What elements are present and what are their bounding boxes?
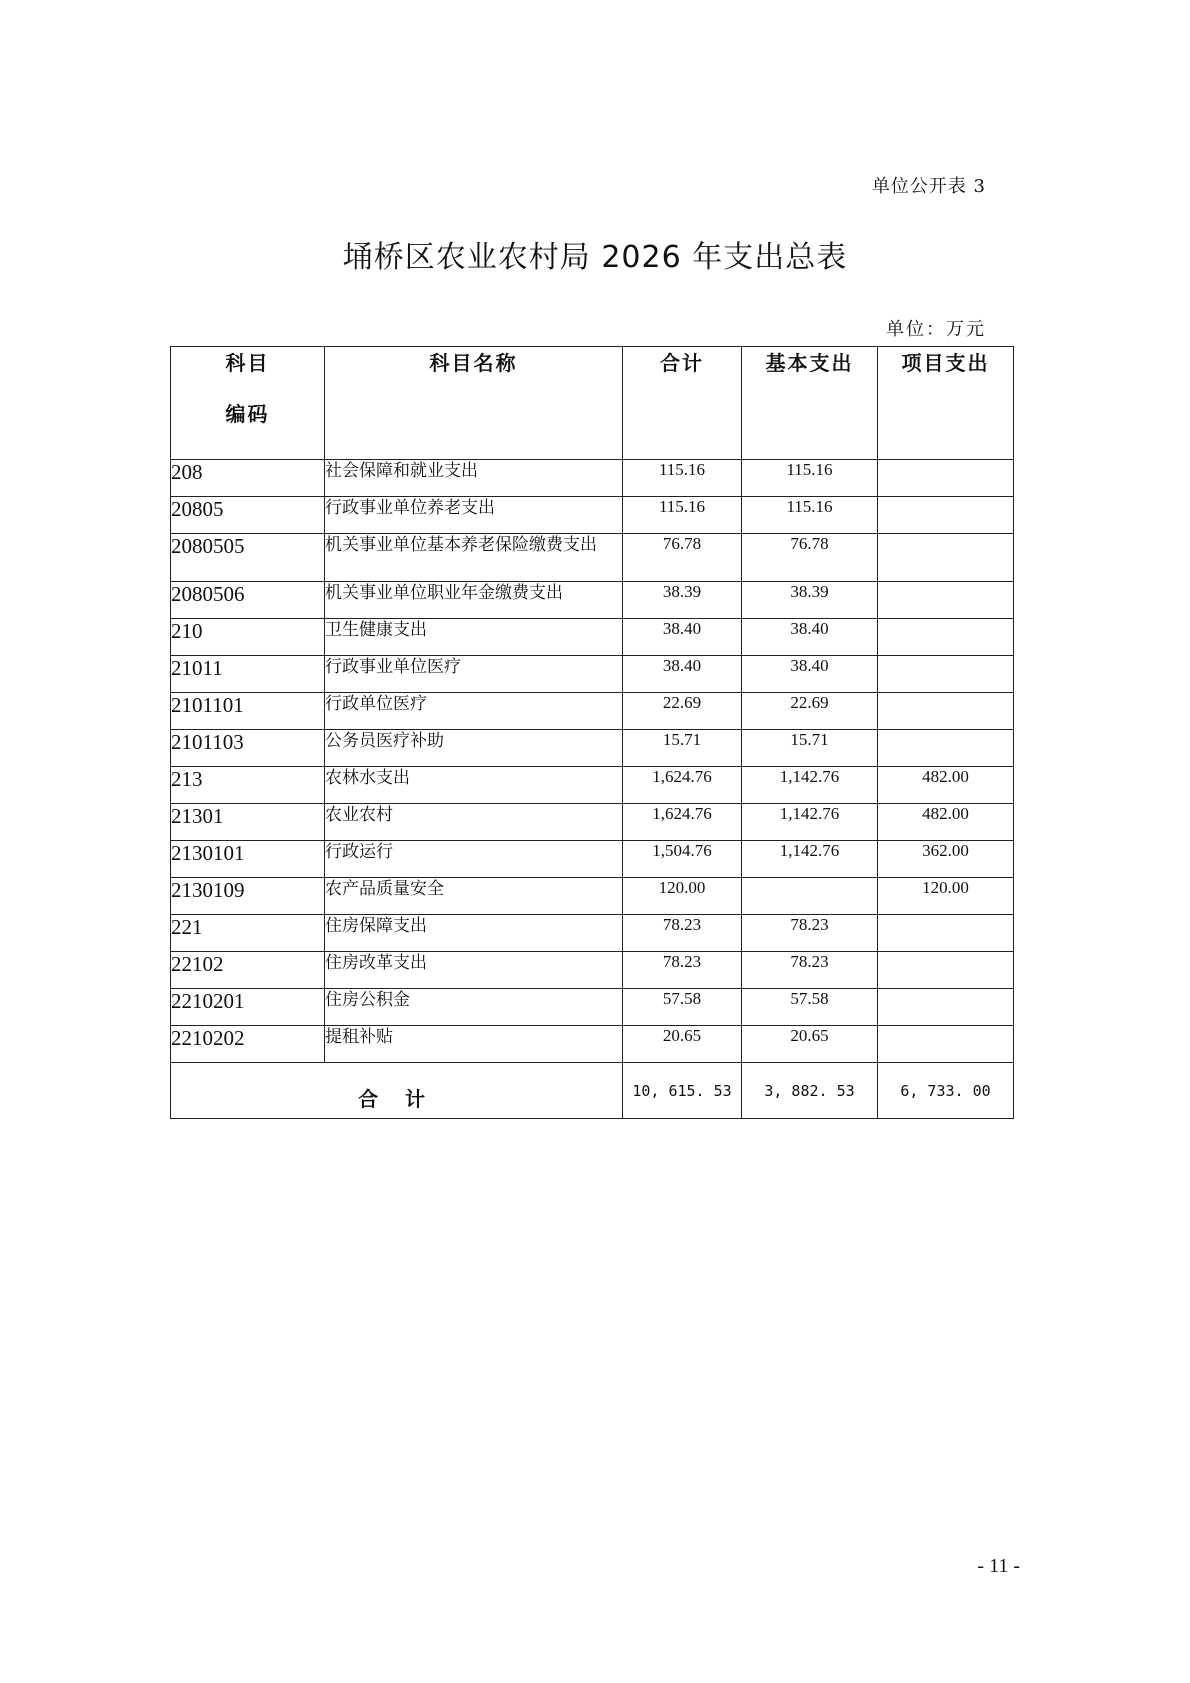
header-code (171, 347, 325, 460)
cell-name: 行政单位医疗 (325, 693, 623, 730)
cell-name: 住房改革支出 (325, 952, 623, 989)
table-row (171, 1026, 1014, 1063)
cell-total: 1,624.76 (623, 804, 742, 841)
cell-name: 机关事业单位基本养老保险缴费支出 (325, 534, 623, 582)
page-title: 埇桥区农业农村局 2026 年支出总表 (342, 240, 848, 275)
cell-code: 2130109 (171, 878, 325, 915)
table-row (171, 804, 1014, 841)
cell-code: 2130101 (171, 841, 325, 878)
table-row (171, 619, 1014, 656)
cell-basic: 38.40 (742, 619, 878, 656)
table-row (171, 656, 1014, 693)
table-row (171, 534, 1014, 582)
header-project: 项目支出 (878, 347, 1014, 460)
header-total: 合计 (623, 347, 742, 460)
table-row (171, 841, 1014, 878)
total-row (171, 1063, 1014, 1119)
table-row (171, 878, 1014, 915)
cell-code: 2210202 (171, 1026, 325, 1063)
cell-name: 公务员医疗补助 (325, 730, 623, 767)
cell-basic: 115.16 (742, 497, 878, 534)
total-project: 6, 733. 00 (878, 1063, 1014, 1119)
cell-basic: 76.78 (742, 534, 878, 582)
cell-project: 120.00 (878, 878, 1014, 915)
cell-code: 2210201 (171, 989, 325, 1026)
cell-project (878, 1026, 1014, 1063)
table-row (171, 460, 1014, 497)
cell-basic: 15.71 (742, 730, 878, 767)
cell-basic: 1,142.76 (742, 841, 878, 878)
cell-name: 行政事业单位医疗 (325, 656, 623, 693)
header-code-line2: 编码 (225, 402, 270, 426)
cell-basic: 115.16 (742, 460, 878, 497)
cell-basic: 38.40 (742, 656, 878, 693)
cell-basic: 57.58 (742, 989, 878, 1026)
cell-basic: 22.69 (742, 693, 878, 730)
cell-project (878, 534, 1014, 582)
cell-total: 22.69 (623, 693, 742, 730)
cell-code: 2080506 (171, 582, 325, 619)
cell-code: 2080505 (171, 534, 325, 582)
table-row (171, 730, 1014, 767)
cell-basic: 1,142.76 (742, 767, 878, 804)
cell-name: 提租补贴 (325, 1026, 623, 1063)
cell-total: 57.58 (623, 989, 742, 1026)
cell-project (878, 693, 1014, 730)
table-row (171, 767, 1014, 804)
cell-total: 1,504.76 (623, 841, 742, 878)
cell-project: 482.00 (878, 767, 1014, 804)
cell-total: 78.23 (623, 952, 742, 989)
cell-code: 2101103 (171, 730, 325, 767)
cell-total: 20.65 (623, 1026, 742, 1063)
table-row (171, 952, 1014, 989)
table-tag: 单位公开表 3 (871, 176, 986, 197)
cell-basic: 38.39 (742, 582, 878, 619)
cell-total: 78.23 (623, 915, 742, 952)
cell-name: 农业农村 (325, 804, 623, 841)
cell-project (878, 915, 1014, 952)
cell-project (878, 497, 1014, 534)
cell-basic: 78.23 (742, 915, 878, 952)
total-total: 10, 615. 53 (623, 1063, 742, 1119)
total-label: 合 计 (171, 1063, 623, 1119)
cell-name: 卫生健康支出 (325, 619, 623, 656)
cell-name: 行政运行 (325, 841, 623, 878)
table-row (171, 989, 1014, 1026)
cell-name: 农林水支出 (325, 767, 623, 804)
cell-project: 482.00 (878, 804, 1014, 841)
cell-total: 38.40 (623, 656, 742, 693)
cell-code: 208 (171, 460, 325, 497)
cell-total: 115.16 (623, 497, 742, 534)
cell-code: 2101101 (171, 693, 325, 730)
cell-name: 行政事业单位养老支出 (325, 497, 623, 534)
table-row (171, 582, 1014, 619)
cell-project (878, 582, 1014, 619)
cell-name: 农产品质量安全 (325, 878, 623, 915)
table-row (171, 693, 1014, 730)
cell-basic: 1,142.76 (742, 804, 878, 841)
cell-code: 21301 (171, 804, 325, 841)
cell-total: 38.39 (623, 582, 742, 619)
cell-basic: 20.65 (742, 1026, 878, 1063)
cell-name: 住房保障支出 (325, 915, 623, 952)
cell-total: 120.00 (623, 878, 742, 915)
cell-project (878, 989, 1014, 1026)
cell-project (878, 460, 1014, 497)
cell-project (878, 730, 1014, 767)
cell-project: 362.00 (878, 841, 1014, 878)
cell-total: 115.16 (623, 460, 742, 497)
cell-total: 38.40 (623, 619, 742, 656)
cell-code: 22102 (171, 952, 325, 989)
cell-name: 住房公积金 (325, 989, 623, 1026)
cell-project (878, 656, 1014, 693)
cell-total: 15.71 (623, 730, 742, 767)
header-basic: 基本支出 (742, 347, 878, 460)
table-row (171, 497, 1014, 534)
unit-label: 单位：万元 (886, 319, 986, 340)
header-name: 科目名称 (325, 347, 623, 460)
cell-total: 1,624.76 (623, 767, 742, 804)
cell-code: 210 (171, 619, 325, 656)
cell-name: 社会保障和就业支出 (325, 460, 623, 497)
cell-basic: 78.23 (742, 952, 878, 989)
total-basic: 3, 882. 53 (742, 1063, 878, 1119)
table-row (171, 915, 1014, 952)
cell-basic (742, 878, 878, 915)
cell-code: 221 (171, 915, 325, 952)
header-code-line1: 科目 (225, 351, 270, 375)
cell-project (878, 952, 1014, 989)
header-row (171, 347, 1014, 460)
cell-code: 213 (171, 767, 325, 804)
cell-name: 机关事业单位职业年金缴费支出 (325, 582, 623, 619)
page-number: - 11 - (977, 1555, 1020, 1577)
cell-project (878, 619, 1014, 656)
cell-code: 20805 (171, 497, 325, 534)
cell-code: 21011 (171, 656, 325, 693)
table-body (171, 460, 1014, 1063)
expenditure-table (170, 346, 1014, 1119)
cell-total: 76.78 (623, 534, 742, 582)
